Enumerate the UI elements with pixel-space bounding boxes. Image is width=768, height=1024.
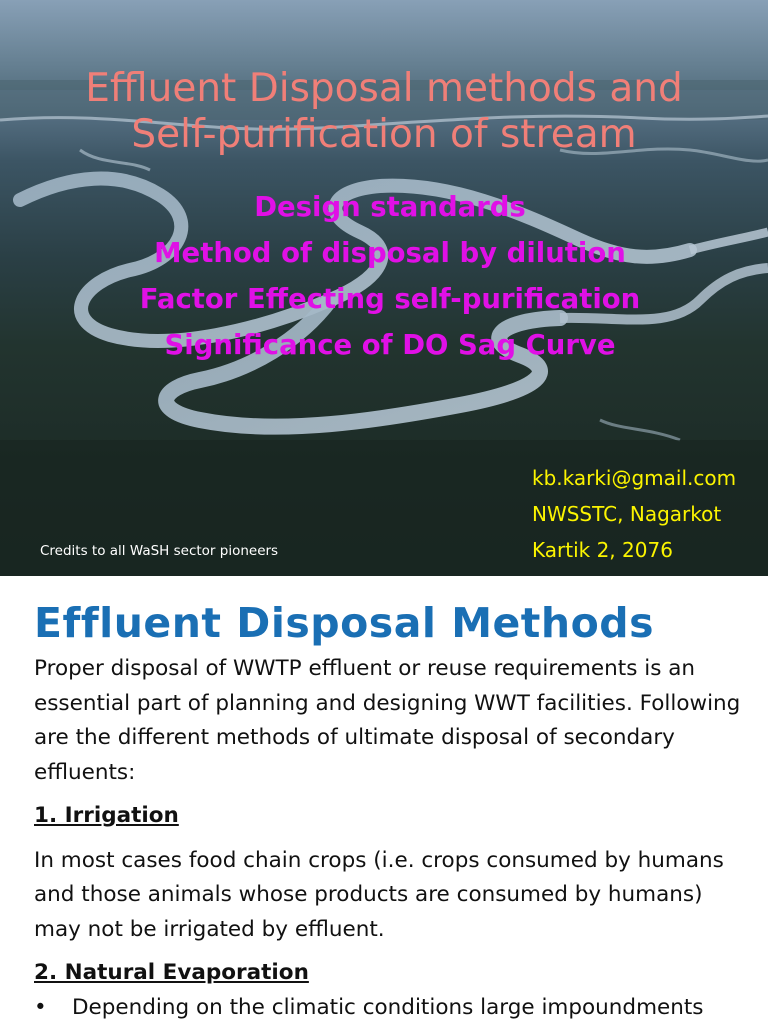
subtitle-line: Significance of DO Sag Curve [164,329,616,361]
spacer [34,834,754,844]
section-heading-irrigation: 1. Irrigation [34,803,179,828]
subtitle-line: Design standards [254,191,526,223]
contact-date: Kartik 2, 2076 [532,538,673,562]
slide-subtitles [0,184,768,368]
section-heading-natural-evaporation: 2. Natural Evaporation [34,960,309,985]
content-slide [0,576,768,1024]
credits-text: Credits to all WaSH sector pioneers [40,543,279,559]
contact-email: kb.karki@gmail.com [532,466,737,490]
irrigation-paragraph: In most cases food chain crops (i.e. crops consumed by humans and those animals whose products are consumed by humans) may not be irrigated by effluent. [34,847,724,942]
bullet-icon: • [34,994,47,1020]
slide-title [0,66,768,158]
slide-title-line: Effluent Disposal methods and [85,66,683,111]
bullet-text: Depending on the climatic conditions large impoundments [72,994,704,1020]
slide-title-line: Self-purification of stream [131,112,637,157]
contact-organization: NWSSTC, Nagarkot [532,502,722,526]
subtitle-line: Method of disposal by dilution [154,237,626,269]
bullet-item [34,991,754,1024]
slide-body [34,652,754,1024]
contact-block [532,460,736,568]
subtitle-line: Factor Effecting self-purification [139,283,641,315]
intro-paragraph: Proper disposal of WWTP effluent or reuse requirements is an essential part of planning and designing WWT facilities. Following are the different methods of ultimate disposal of secondary effluents: [34,656,741,785]
slide-heading: Effluent Disposal Methods [34,599,655,647]
